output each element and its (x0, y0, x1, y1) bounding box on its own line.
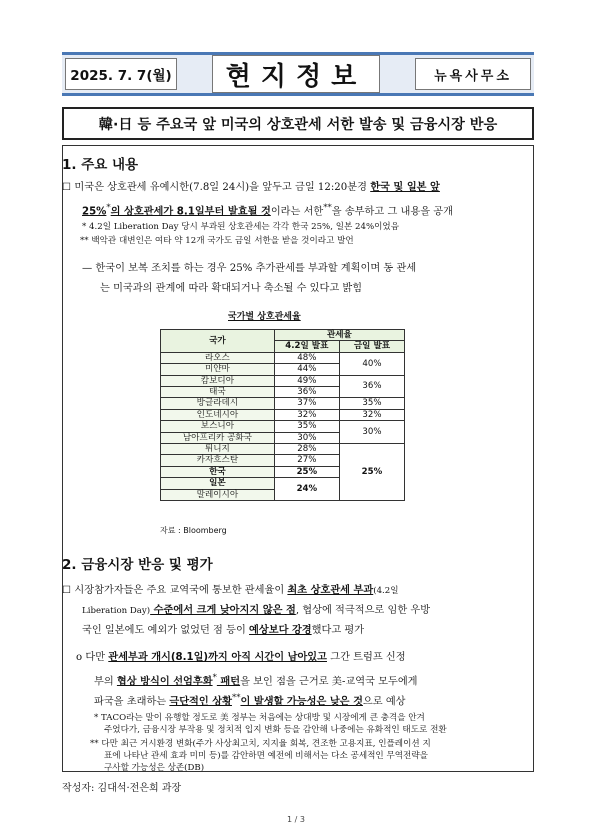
table-header-country: 국가 (161, 330, 275, 353)
table-header-apr: 4.2일 발표 (274, 341, 339, 352)
table-cell-country: 한국 (161, 466, 275, 477)
table-cell-country: 카자흐스탄 (161, 455, 275, 466)
table-cell-country: 미얀마 (161, 364, 275, 375)
table-cell-apr: 25% (274, 466, 339, 477)
section2-bullet-line3: 국인 일본에도 예외가 없었던 점 등이 예상보다 강경했다고 평가 (82, 625, 365, 636)
headline: 韓·日 등 주요국 앞 미국의 상호관세 서한 발송 및 금융시장 반응 (62, 107, 534, 140)
table-cell-country: 남아프리카 공화국 (161, 432, 275, 443)
table-cell-country: 태국 (161, 387, 275, 398)
table-cell-country: 방글라데시 (161, 398, 275, 409)
table-header-tariff: 관세율 (274, 330, 404, 341)
table-cell-today: 30% (339, 421, 404, 444)
section2-note2-line2: 표에 나타난 관세 효과 미미 등)를 감안하면 예전에 비해서는 다소 공세적인 무역전략을 (104, 751, 428, 761)
table-header-today: 금일 발표 (339, 341, 404, 352)
table-cell-country: 인도네시아 (161, 409, 275, 420)
office-name: 뉴욕사무소 (415, 58, 531, 90)
table-cell-today: 35% (339, 398, 404, 409)
section2-heading: 2. 금융시장 반응 및 평가 (62, 557, 213, 573)
checkbox-icon: ☐ (62, 182, 72, 193)
table-cell-today: 32% (339, 409, 404, 420)
section1-note1: * 4.2일 Liberation Day 당시 부과된 상호관세는 각각 한국 25%, 일본 24%이었음 (82, 222, 400, 232)
table-cell-country: 캄보디아 (161, 375, 275, 386)
author: 작성자: 김대석·전은희 과장 (62, 783, 182, 794)
section2-sub-line2: 부의 협상 방식이 선엄후화* 패턴을 보인 점을 근거로 美-교역국 모두에게 (94, 673, 418, 688)
table-cell-country: 일본 (161, 478, 275, 489)
table-cell-today: 25% (339, 444, 404, 501)
tariff-table (160, 329, 405, 501)
table-cell-apr: 27% (274, 455, 339, 466)
table-cell-apr: 48% (274, 352, 339, 363)
section2-note1-line1: * TACO라는 말이 유행할 정도로 美 정부는 처음에는 상대방 및 시장에게 큰 충격을 안겨 (94, 713, 425, 723)
table-source: 자료 : Bloomberg (160, 526, 227, 535)
checkbox-icon: ☐ (62, 585, 72, 596)
table-cell-apr: 36% (274, 387, 339, 398)
table-cell-apr: 30% (274, 432, 339, 443)
table-cell-apr: 28% (274, 444, 339, 455)
section2-bullet-line1: ☐ 시장참가자들은 주요 교역국에 통보한 관세율이 최초 상호관세 부과(4.2일 (62, 585, 399, 596)
report-date: 2025. 7. 7(월) (65, 58, 177, 90)
table-cell-apr: 32% (274, 409, 339, 420)
page-number: 1 / 3 (287, 815, 305, 824)
section1-dash-line1: — 한국이 보복 조치를 하는 경우 25% 추가관세를 부과할 계획이며 동 관세 (82, 263, 417, 274)
section1-note2: ** 백악관 대변인은 여타 약 12개 국가도 금일 서한을 받을 것이라고 발언 (80, 236, 354, 246)
table-cell-apr: 49% (274, 375, 339, 386)
section1-dash-line2: 는 미국과의 관계에 따라 확대되거나 축소될 수 있다고 밝힘 (100, 283, 363, 294)
table-cell-apr: 37% (274, 398, 339, 409)
section2-note2-line3: 구사할 가능성은 상존(DB) (104, 763, 205, 773)
table-caption: 국가별 상호관세율 (228, 312, 301, 322)
table-cell-today: 40% (339, 352, 404, 375)
section2-sub-line1: o 다만 관세부과 개시(8.1일)까지 아직 시간이 남아있고 그간 트럼프 신정 (76, 652, 406, 663)
table-cell-country: 말레이시아 (161, 489, 275, 500)
report-title: 현지정보 (212, 55, 380, 93)
table-cell-apr: 35% (274, 421, 339, 432)
table-cell-apr: 24% (274, 478, 339, 501)
section2-sub-line3: 파국을 초래하는 극단적인 상황**이 발생할 가능성은 낮은 것으로 예상 (94, 693, 406, 708)
section1-bullet-line2: 25%*의 상호관세가 8.1일부터 발효될 것이라는 서한**을 송부하고 그 내용을 공개 (82, 203, 453, 218)
section2-note2-line1: ** 다만 최근 거시환경 변화(주가 사상최고치, 지지율 회복, 견조한 고용지표, 인플레이션 지 (90, 739, 431, 749)
table-cell-country: 라오스 (161, 352, 275, 363)
section1-heading: 1. 주요 내용 (62, 157, 139, 173)
section2-note1-line2: 주었다가, 금융시장 부작용 및 정치적 입지 변화 등을 감안해 나중에는 유화적인 태도로 전환 (104, 725, 447, 735)
table-cell-apr: 44% (274, 364, 339, 375)
table-cell-country: 튀니지 (161, 444, 275, 455)
table-cell-country: 보스니아 (161, 421, 275, 432)
section2-bullet-line2: Liberation Day) 수준에서 크게 낮아지지 않은 점, 협상에 적극적으로 임한 우방 (82, 605, 431, 616)
section1-bullet-line1: ☐ 미국은 상호관세 유예시한(7.8일 24시)을 앞두고 금일 12:20분경 한국 및 일본 앞 (62, 182, 440, 193)
table-cell-today: 36% (339, 375, 404, 398)
